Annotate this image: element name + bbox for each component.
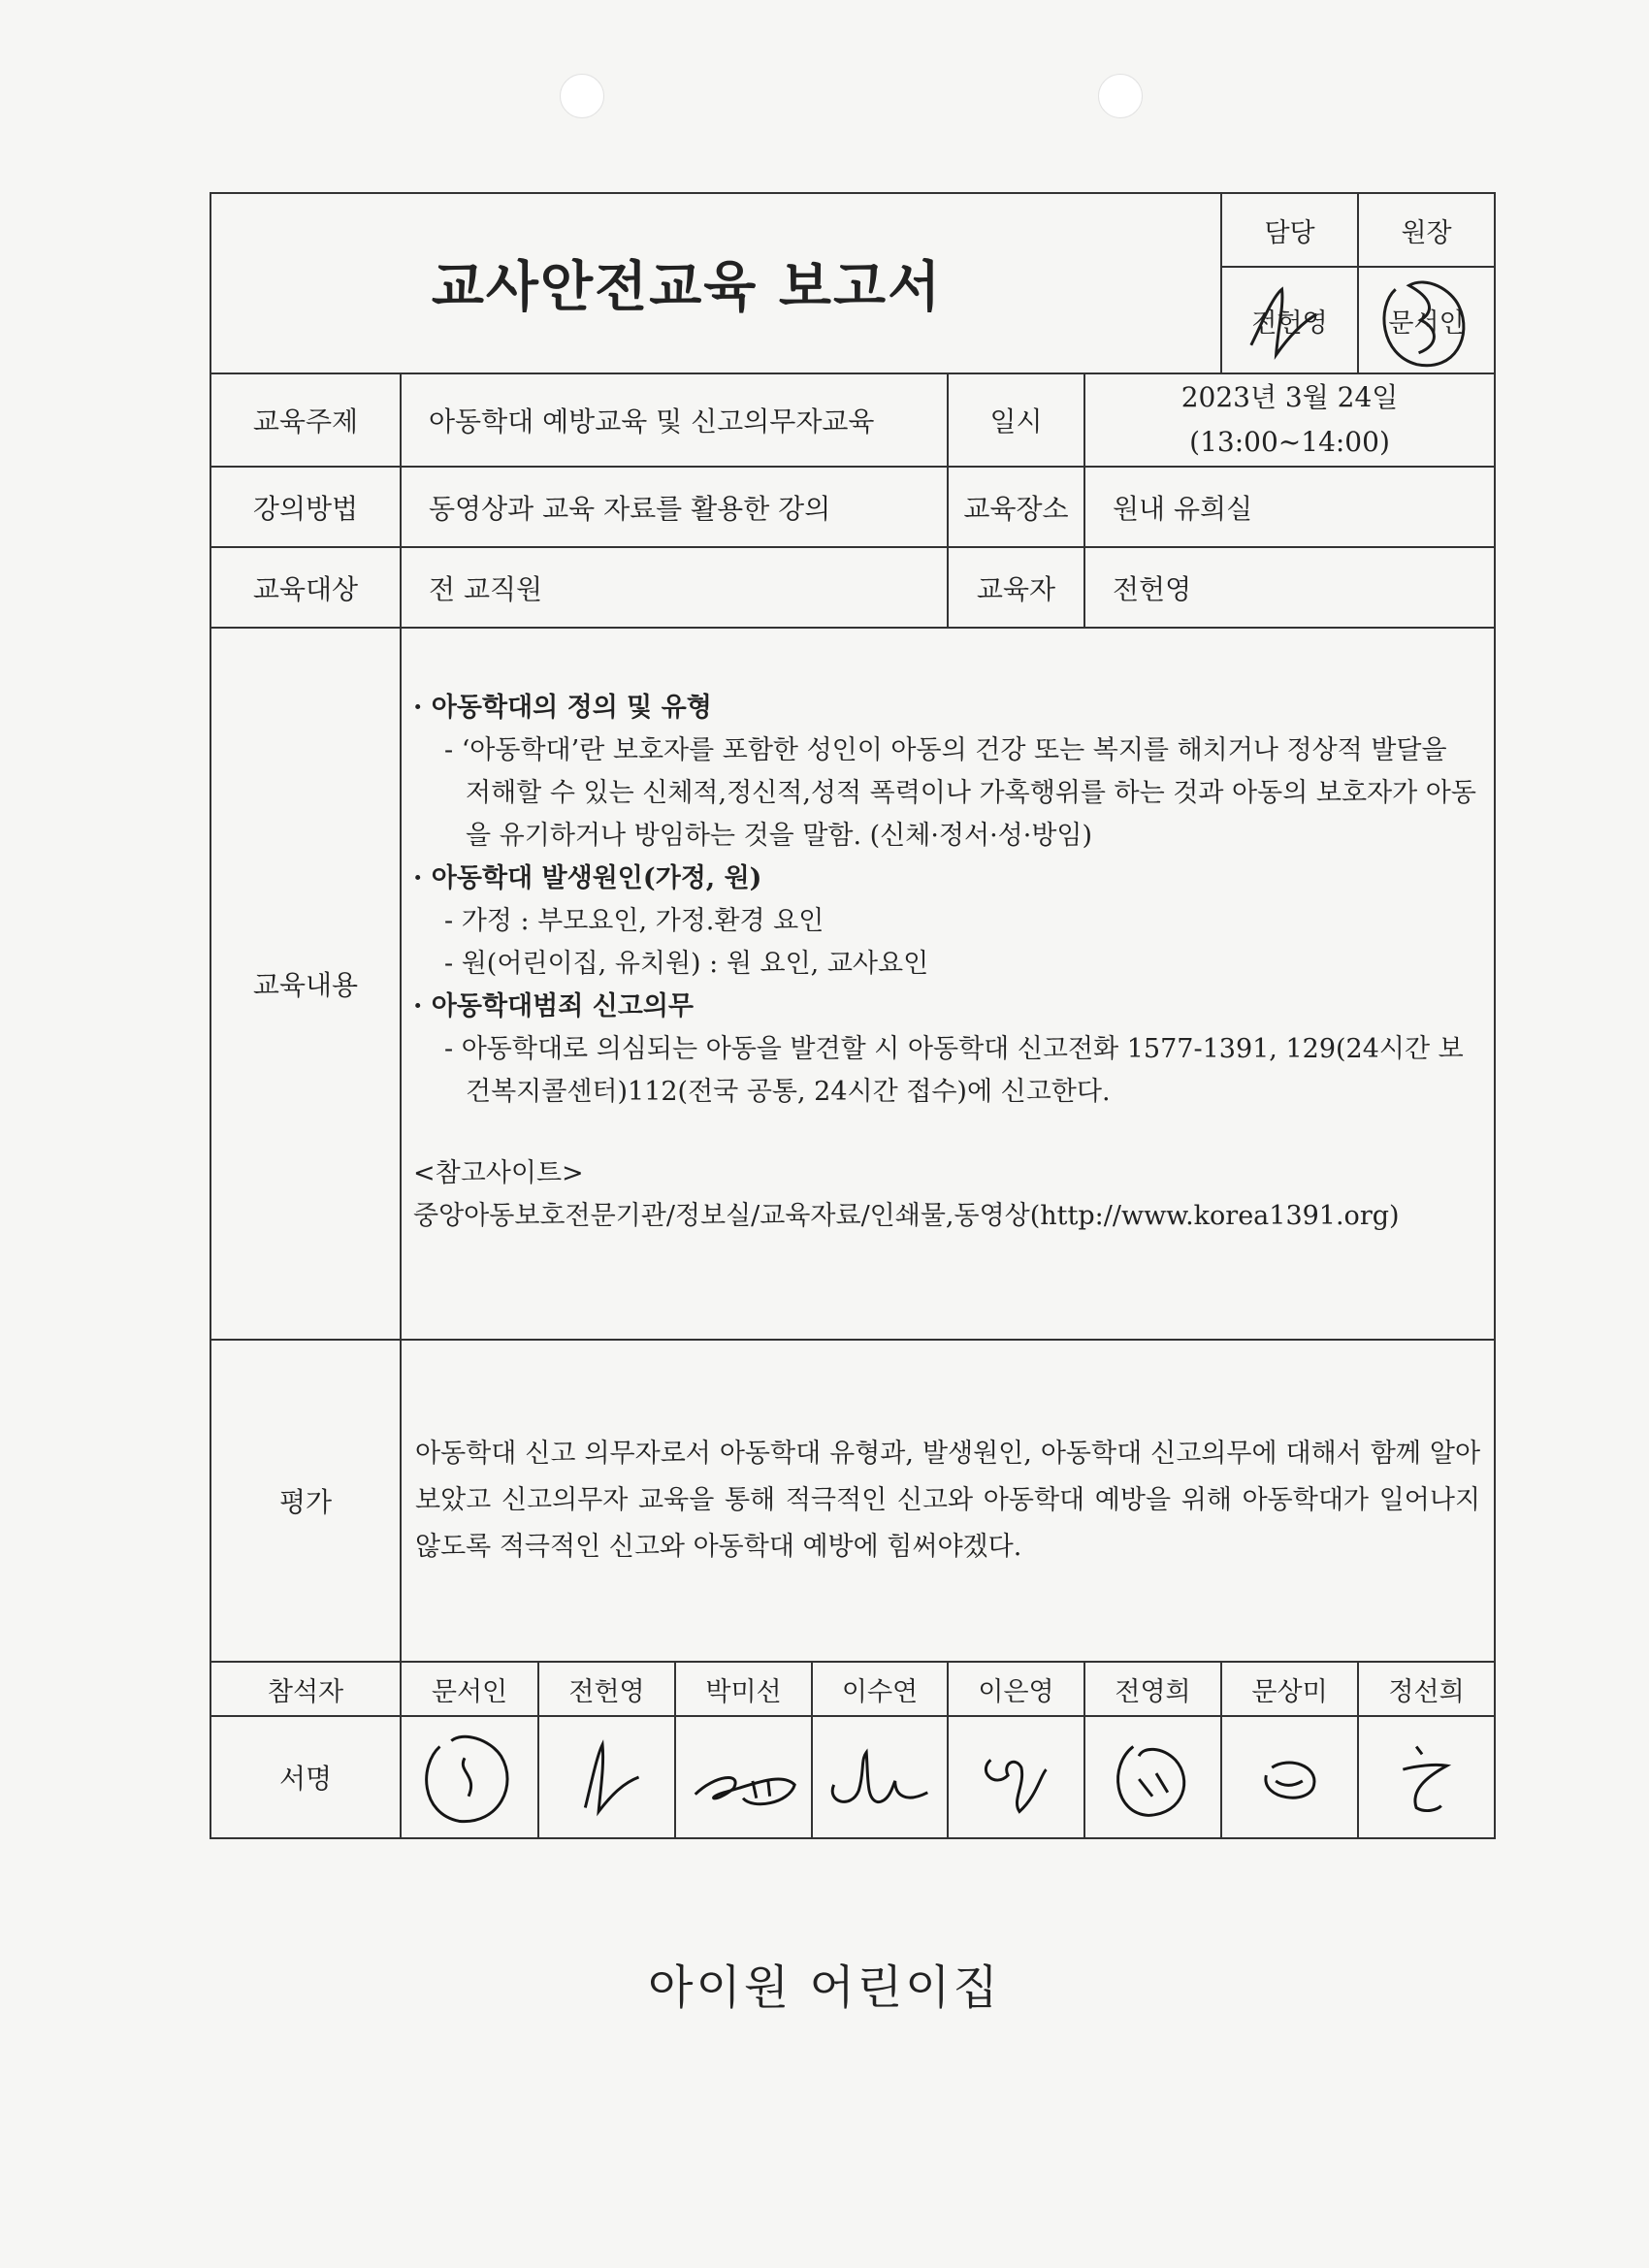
approval-header-staff: 담당 [1221, 193, 1358, 267]
attendee-signature [948, 1716, 1084, 1838]
attendee-signature [812, 1716, 948, 1838]
value-lecturer: 전헌영 [1084, 547, 1495, 628]
label-attendees: 참석자 [210, 1662, 401, 1716]
approval-director-name: 문서인 [1388, 308, 1465, 339]
attendee-signature [1221, 1716, 1358, 1838]
approval-director-signature [1359, 268, 1494, 373]
attendee-name: 전헌영 [538, 1662, 675, 1716]
organization-name: 아이원 어린이집 [648, 1960, 1001, 2015]
content-reporting-text: - 아동학대로 의심되는 아동을 발견할 시 아동학대 신고전화 1577-1391, 129(24시간 보건복지콜센터)112(전국 공통, 24시간 접수)에 신고한다. [444, 1034, 1464, 1107]
attendee-signature [401, 1716, 538, 1838]
signature-mark [1085, 1717, 1220, 1837]
attendee-name: 이수연 [812, 1662, 948, 1716]
attendee-name: 문상미 [1221, 1662, 1358, 1716]
value-topic: 아동학대 예방교육 및 신고의무자교육 [401, 373, 948, 467]
label-date: 일시 [948, 373, 1084, 467]
evaluation-text: 아동학대 신고 의무자로서 아동학대 유형과, 발생원인, 아동학대 신고의무에 대해서 함께 알아보았고 신고의무자 교육을 통해 적극적인 신고와 아동학대 예방을 위해 아동학대가 일어나지 않도록 적극적인 신고와 아동학대 예방에 힘써야겠다. [401, 1340, 1495, 1662]
label-topic: 교육주제 [210, 373, 401, 467]
content-body [401, 628, 1495, 1340]
signature-mark [402, 1717, 537, 1837]
attendee-signature [675, 1716, 812, 1838]
approval-header-director: 원장 [1358, 193, 1495, 267]
signature-mark [1222, 1717, 1357, 1837]
reference-title: <참고사이트> [413, 1158, 584, 1188]
approval-staff-signature [1222, 268, 1357, 373]
signature-mark [676, 1717, 811, 1837]
approval-director-cell [1358, 267, 1495, 373]
value-place: 원내 유희실 [1084, 467, 1495, 547]
time-line: (13:00~14:00) [1189, 426, 1390, 458]
approval-staff-name: 전헌영 [1251, 308, 1328, 339]
date-line: 2023년 3월 24일 [1180, 381, 1399, 413]
content-definition-text: - ‘아동학대’란 보호자를 포함한 성인이 아동의 건강 또는 복지를 해치거나 정상적 발달을 저해할 수 있는 신체적,정신적,성적 폭력이나 가혹행위를 하는 것과 아동의 보호자가 아동을 유기하거나 방임하는 것을 말함. (신체·정서·성·방임) [444, 735, 1476, 851]
label-evaluation: 평가 [210, 1340, 401, 1662]
signature-mark [1359, 1717, 1494, 1837]
approval-staff-cell [1221, 267, 1358, 373]
attendee-name: 정선희 [1358, 1662, 1495, 1716]
content-causes-home: - 가정 : 부모요인, 가정.환경 요인 [444, 906, 824, 936]
label-place: 교육장소 [948, 467, 1084, 547]
value-target: 전 교직원 [401, 547, 948, 628]
label-lecturer: 교육자 [948, 547, 1084, 628]
attendee-name: 박미선 [675, 1662, 812, 1716]
content-heading-definition: · 아동학대의 정의 및 유형 [413, 693, 712, 723]
signature-mark [813, 1717, 947, 1837]
attendee-signature [1358, 1716, 1495, 1838]
content-heading-causes: · 아동학대 발생원인(가정, 원) [413, 863, 762, 893]
punch-hole-left [560, 74, 604, 118]
signature-mark [539, 1717, 674, 1837]
attendee-signature [538, 1716, 675, 1838]
value-method: 동영상과 교육 자료를 활용한 강의 [401, 467, 948, 547]
attendee-name: 문서인 [401, 1662, 538, 1716]
report-title: 교사안전교육 보고서 [210, 193, 1221, 373]
signature-mark [949, 1717, 1083, 1837]
attendee-signature [1084, 1716, 1221, 1838]
label-content: 교육내용 [210, 628, 401, 1340]
content-heading-reporting: · 아동학대범죄 신고의무 [413, 991, 695, 1021]
label-signature: 서명 [210, 1716, 401, 1838]
value-date [1084, 373, 1495, 467]
attendee-name: 이은영 [948, 1662, 1084, 1716]
attendee-name: 전영희 [1084, 1662, 1221, 1716]
label-target: 교육대상 [210, 547, 401, 628]
punch-hole-right [1098, 74, 1143, 118]
reference-link: 중앙아동보호전문기관/정보실/교육자료/인쇄물,동영상(http://www.korea1391.org) [413, 1201, 1400, 1231]
label-method: 강의방법 [210, 467, 401, 547]
report-form [210, 192, 1496, 1839]
content-causes-center: - 원(어린이집, 유치원) : 원 요인, 교사요인 [444, 949, 929, 979]
